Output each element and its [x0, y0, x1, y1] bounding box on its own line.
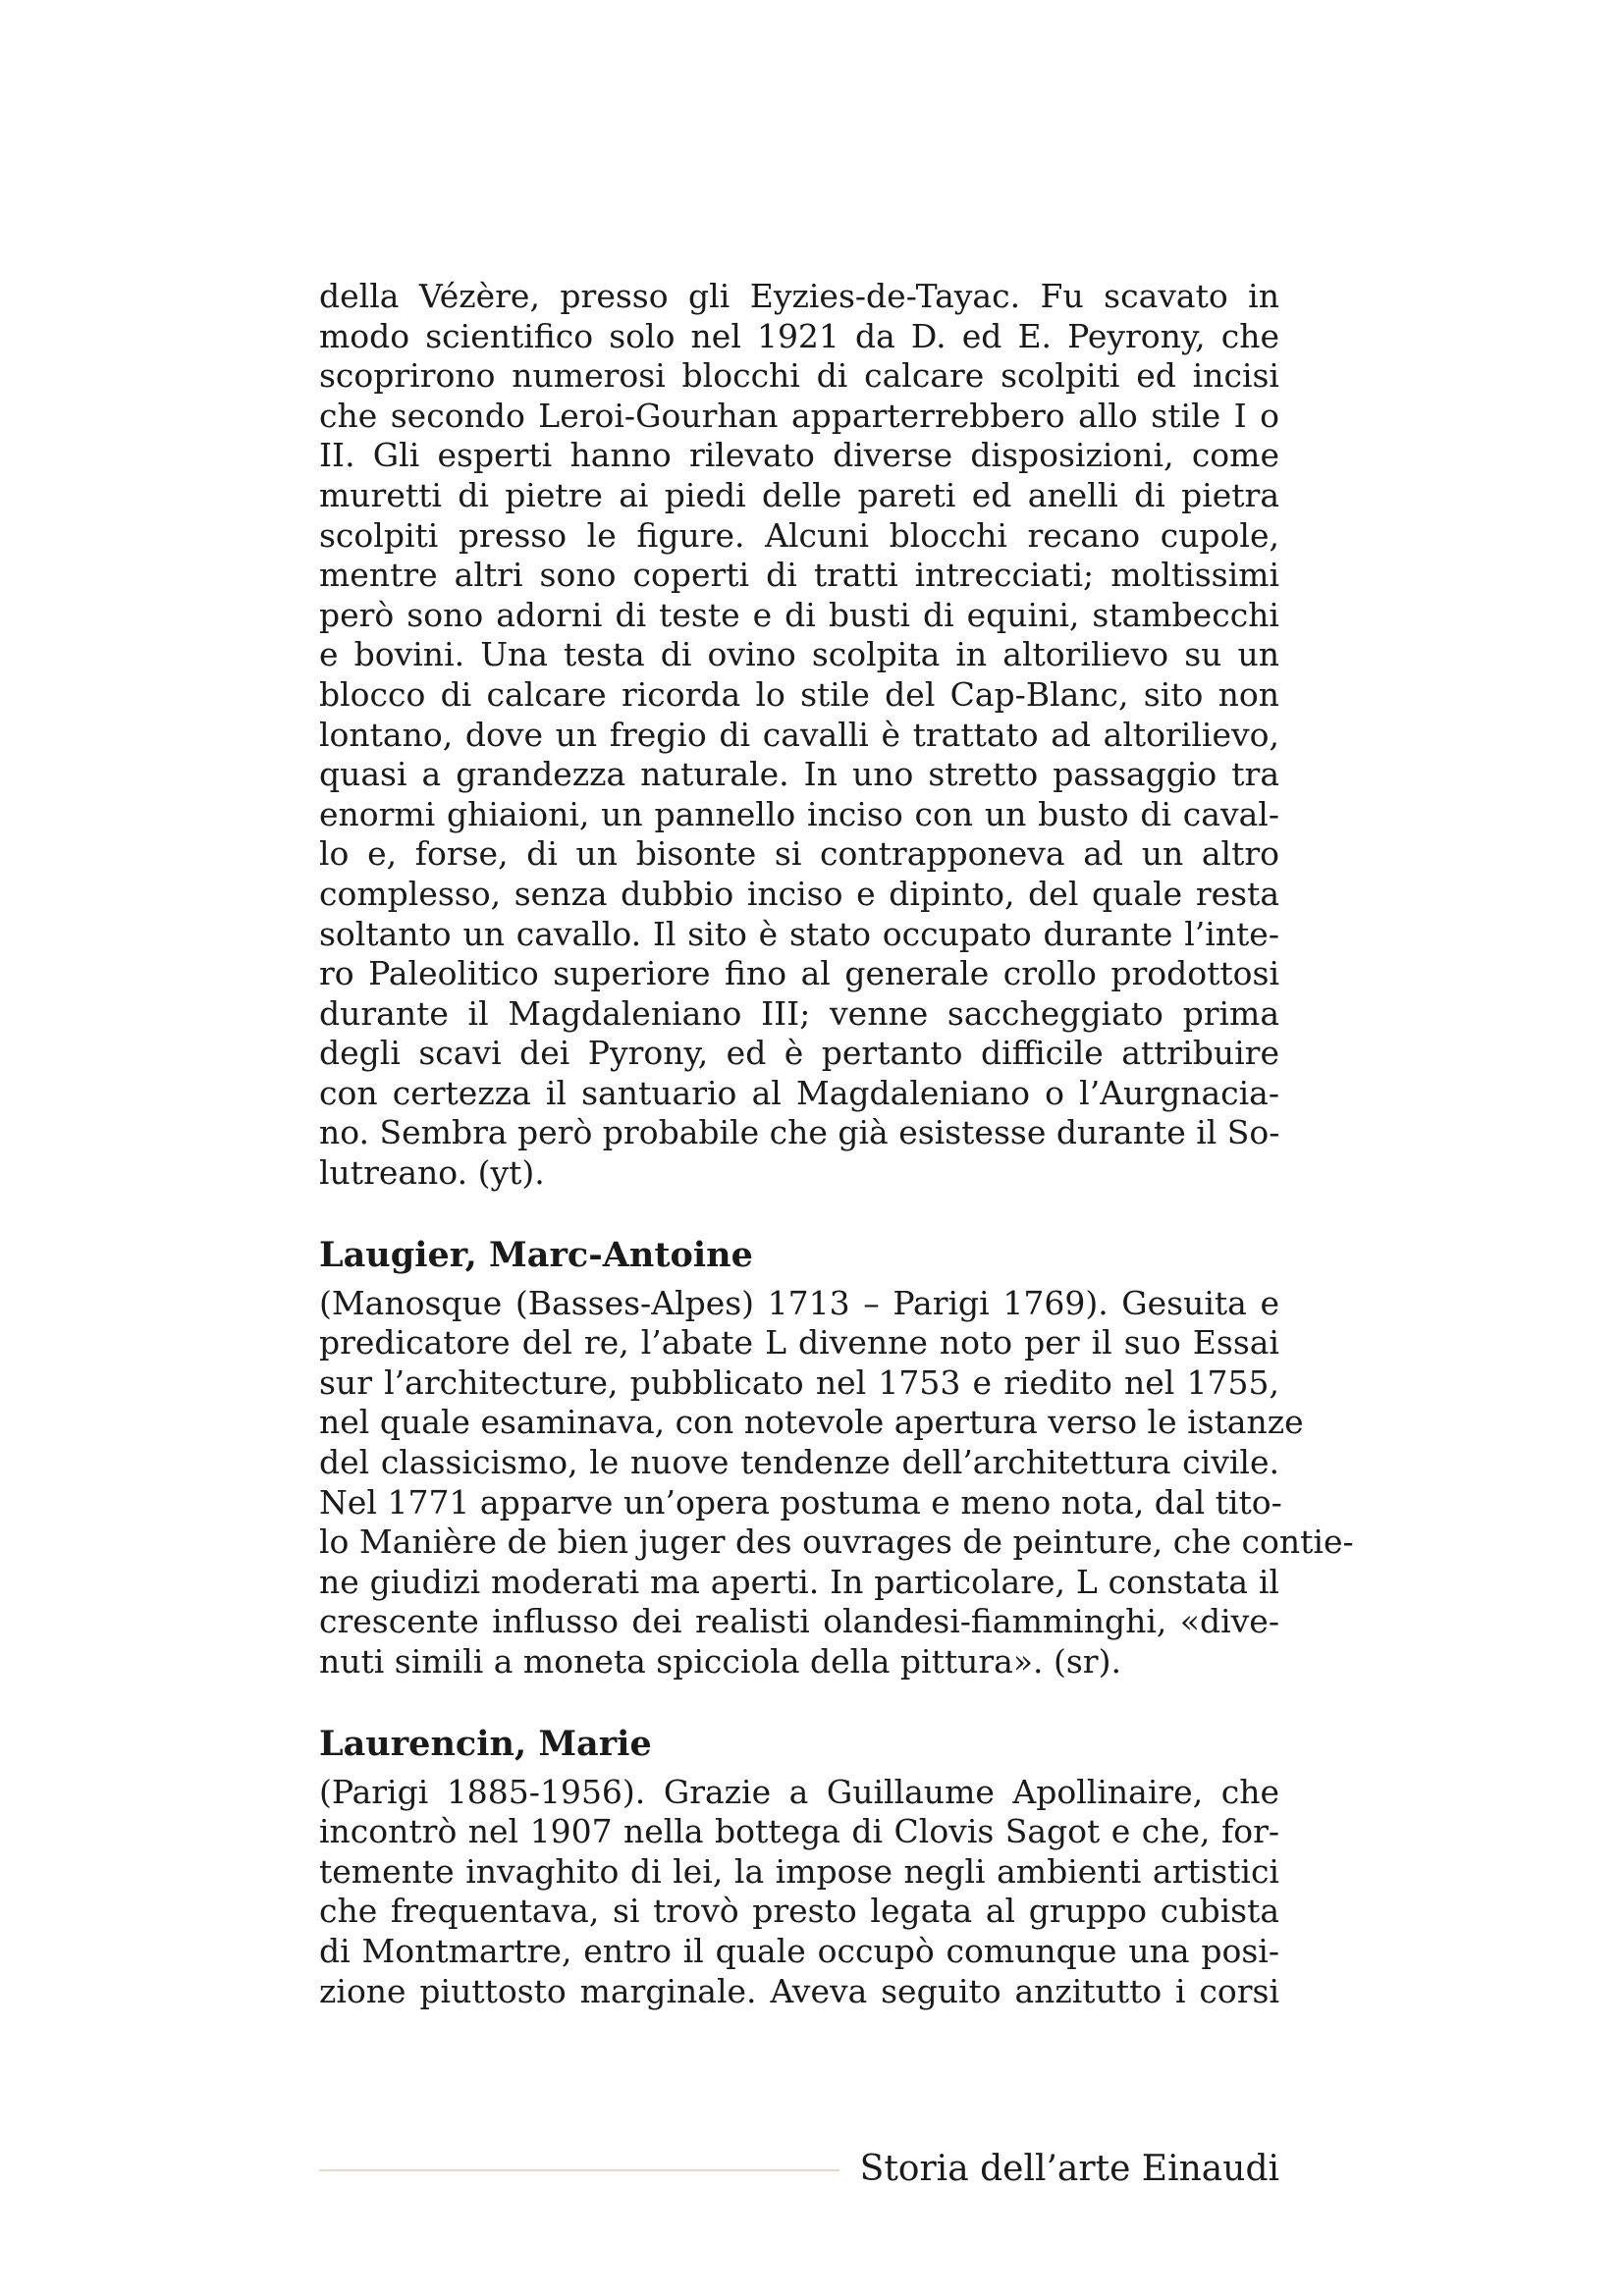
text-line: enormi ghiaioni, un pannello inciso con un busto di caval- — [319, 794, 1279, 833]
text-line: lutreano. (yt). — [319, 1153, 545, 1193]
text-line: complesso, senza dubbio inciso e dipinto, del quale resta — [319, 874, 1279, 913]
continuation-paragraph — [319, 277, 1279, 1194]
text-line: con certezza il santuario al Magdaleniano o l’Aurgnacia- — [319, 1073, 1279, 1112]
text-line: temente invaghito di lei, la impose negli ambienti artistici — [319, 1851, 1279, 1891]
text-line: sur l’architecture, pubblicato nel 1753 e riedito nel 1755, — [319, 1362, 1279, 1402]
text-line: lontano, dove un fregio di cavalli è trattato ad altorilievo, — [319, 715, 1279, 754]
entry-title: Laurencin, Marie — [319, 1723, 652, 1764]
text-line: ro Paleolitico superiore fino al generale crollo prodottosi — [319, 954, 1279, 993]
text-line: durante il Magdaleniano III; venne saccheggiato prima — [319, 993, 1279, 1033]
text-line: soltanto un cavallo. Il sito è stato occupato durante l’inte- — [319, 914, 1279, 953]
text-line: scolpiti presso le figure. Alcuni blocchi recano cupole, — [319, 515, 1279, 555]
entry-laurencin — [319, 1722, 1279, 2012]
text-line: Nel 1771 apparve un’opera postuma e meno nota, dal tito- — [319, 1482, 1282, 1522]
text-line: incontrò nel 1907 nella bottega di Clovis Sagot e che, for- — [319, 1812, 1279, 1851]
text-line: muretti di pietre ai piedi delle pareti ed anelli di pietra — [319, 475, 1279, 514]
text-line: della Vézère, presso gli Eyzies-de-Tayac. Fu scavato in — [319, 277, 1279, 315]
text-line: nel quale esaminava, con notevole apertura verso le istanze — [319, 1403, 1304, 1442]
text-line: mentre altri sono coperti di tratti intrecciati; moltissimi — [319, 556, 1279, 595]
page-footer — [319, 2120, 1279, 2189]
text-line: di Montmartre, entro il quale occupò comunque una posi- — [319, 1931, 1279, 1970]
text-line: no. Sembra però probabile che già esistesse durante il So- — [319, 1113, 1280, 1152]
text-line: zione piuttosto marginale. Aveva seguito anzitutto i corsi — [319, 1971, 1279, 2010]
footer-divider — [319, 2169, 839, 2171]
text-line: lo Manière de bien juger des ouvrages de peinture, che contie- — [319, 1522, 1354, 1562]
text-line: degli scavi dei Pyrony, ed è pertanto difficile attribuire — [319, 1034, 1279, 1073]
text-line: crescente influsso dei realisti olandesi-fiamminghi, «dive- — [319, 1602, 1279, 1641]
entry-laugier — [319, 1233, 1354, 1682]
entry-body — [319, 1773, 1279, 2012]
text-line: II. Gli esperti hanno rilevato diverse disposizioni, come — [319, 436, 1279, 475]
text-line: ne giudizi moderati ma aperti. In particolare, L constata il — [319, 1562, 1279, 1601]
page-body — [319, 277, 1354, 2011]
text-line: scoprirono numerosi blocchi di calcare scolpiti ed incisi — [319, 356, 1279, 396]
text-line: lo e, forse, di un bisonte si contrapponeva ad un altro — [319, 834, 1279, 874]
text-line: che frequentava, si trovò presto legata al gruppo cubista — [319, 1892, 1279, 1931]
text-line: (Manosque (Basses-Alpes) 1713 – Parigi 1769). Gesuita e — [319, 1283, 1279, 1322]
text-line: blocco di calcare ricorda lo stile del Cap-Blanc, sito non — [319, 674, 1279, 714]
entry-body — [319, 1283, 1354, 1682]
text-line: del classicismo, le nuove tendenze dell’architettura civile. — [319, 1443, 1279, 1482]
text-line: quasi a grandezza naturale. In uno stretto passaggio tra — [319, 755, 1279, 794]
footer-title: Storia dell’arte Einaudi — [859, 2149, 1279, 2189]
text-line: (Parigi 1885-1956). Grazie a Guillaume Apollinaire, che — [319, 1772, 1279, 1811]
text-line: che secondo Leroi-Gourhan apparterrebbero allo stile I o — [319, 396, 1279, 435]
text-line: modo scientifico solo nel 1921 da D. ed E. Peyrony, che — [319, 316, 1279, 355]
text-line: però sono adorni di teste e di busti di equini, stambecchi — [319, 595, 1279, 634]
entry-title: Laugier, Marc-Antoine — [319, 1234, 753, 1275]
text-line: e bovini. Una testa di ovino scolpita in altorilievo su un — [319, 635, 1279, 674]
text-line: predicatore del re, l’abate L divenne noto per il suo Essai — [319, 1323, 1279, 1362]
text-line: nuti simili a moneta spicciola della pittura». (sr). — [319, 1642, 1121, 1681]
